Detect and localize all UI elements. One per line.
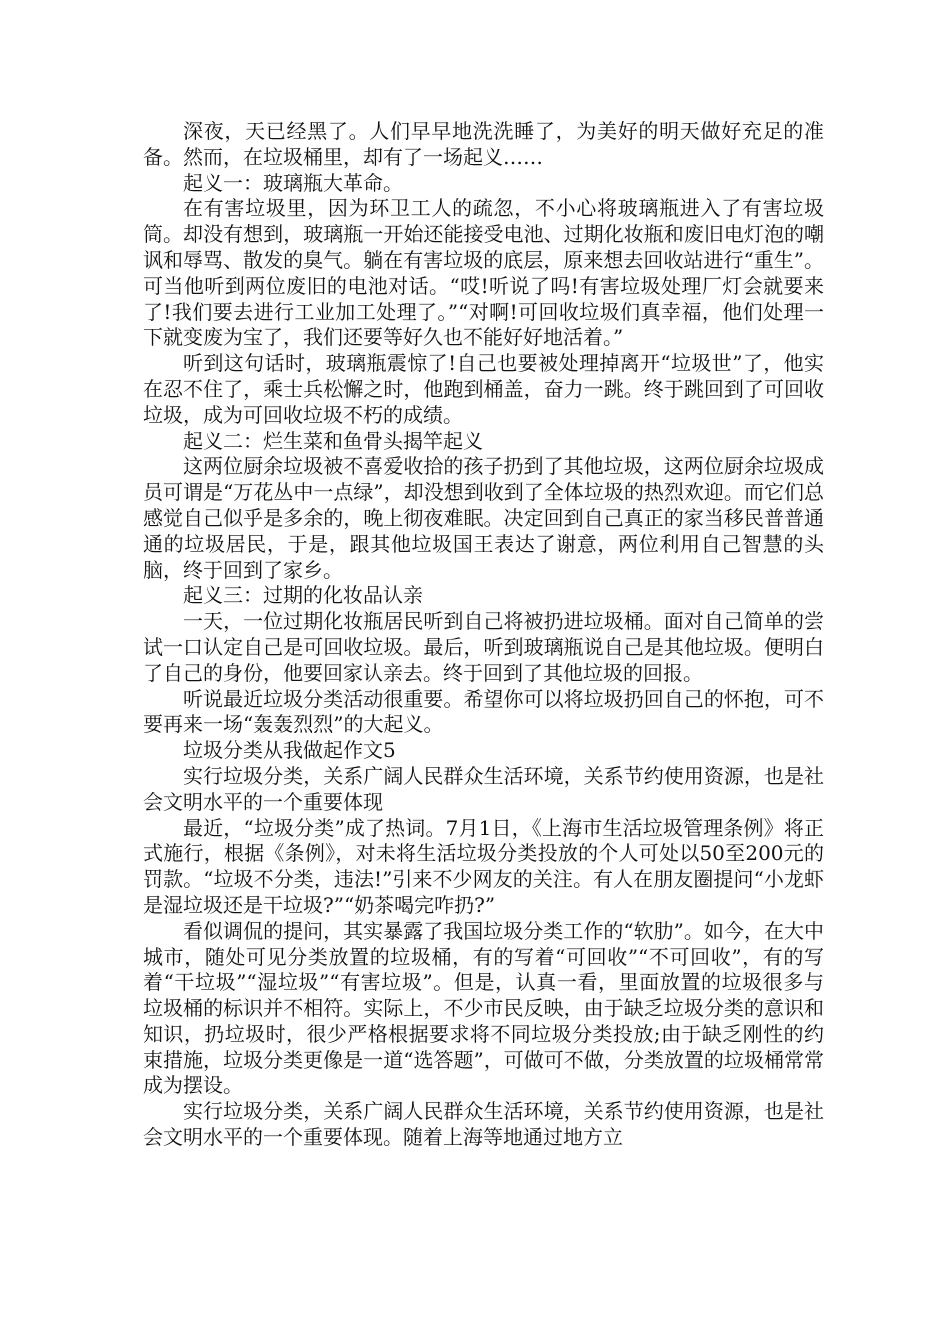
paragraph: 一天，一位过期化妆瓶居民听到自己将被扔进垃圾桶。面对自己简单的尝试一口认定自己是可回收垃圾。最后，听到玻璃瓶说自己是其他垃圾。便明白了自己的身份，他要回家认亲去。终于回到了其他垃圾的回报。 — [143, 609, 824, 685]
paragraph: 听说最近垃圾分类活动很重要。希望你可以将垃圾扔回自己的怀抱，可不要再来一场“轰轰烈烈”的大起义。 — [143, 686, 824, 737]
paragraph: 实行垃圾分类，关系广阔人民群众生活环境，关系节约使用资源，也是社会文明水平的一个重要体现 — [143, 763, 824, 814]
paragraph: 深夜，天已经黑了。人们早早地洗洗睡了，为美好的明天做好充足的准备。然而，在垃圾桶里，却有了一场起义…… — [143, 119, 824, 169]
section-heading: 起义三：过期的化妆品认亲 — [183, 583, 423, 608]
paragraph: 在有害垃圾里，因为环卫工人的疏忽，不小心将玻璃瓶进入了有害垃圾筒。却没有想到，玻璃瓶一开始还能接受电池、过期化妆瓶和废旧电灯泡的嘲讽和辱骂、散发的臭气。躺在有害垃圾的底层，原来想去回收站进行“重生”。可当他听到两位废旧的电池对话。“哎!听说了吗!有害垃圾处理厂灯会就要来了!我们要去进行工业加工处理了。”“对啊!可回收垃圾们真幸福，他们处理一下就变废为宝了，我们还要等好久也不能好好地活着。” — [143, 196, 824, 350]
section-heading: 起义二：烂生菜和鱼骨头揭竿起义 — [183, 428, 483, 453]
paragraph: 实行垃圾分类，关系广阔人民群众生活环境，关系节约使用资源，也是社会文明水平的一个重要体现。随着上海等地通过地方立 — [143, 1099, 824, 1150]
paragraph: 看似调侃的提问，其实暴露了我国垃圾分类工作的“软肋”。如今，在大中城市，随处可见分类放置的垃圾桶，有的写着“可回收”“不可回收”，有的写着“干垃圾”“湿垃圾”“有害垃圾”。但是，认真一看，里面放置的垃圾很多与垃圾桶的标识并不相符。实际上，不少市民反映，由于缺乏垃圾分类的意识和知识，扔垃圾时，很少严格根据要求将不同垃圾分类投放;由于缺乏刚性的约束措施，垃圾分类更像是一道“选答题”，可做可不做，分类放置的垃圾桶常常成为摆设。 — [143, 918, 824, 1098]
paragraph: 最近，“垃圾分类”成了热词。7月1日，《上海市生活垃圾管理条例》将正式施行，根据《条例》，对未将生活垃圾分类投放的个人可处以50至200元的罚款。“垃圾不分类，违法!”引来不少网友的关注。有人在朋友圈提问“小龙虾是湿垃圾还是干垃圾?”“奶茶喝完咋扔?” — [143, 815, 824, 917]
paragraph: 这两位厨余垃圾被不喜爱收拾的孩子扔到了其他垃圾，这两位厨余垃圾成员可谓是“万花丛中一点绿”，却没想到收到了全体垃圾的热烈欢迎。而它们总感觉自己似乎是多余的，晚上彻夜难眠。决定回到自己真正的家当移民普普通通的垃圾居民，于是，跟其他垃圾国王表达了谢意，两位利用自己智慧的头脑，终于回到了家乡。 — [143, 454, 824, 582]
section-heading: 起义一：玻璃瓶大革命。 — [183, 170, 403, 195]
essay-title: 垃圾分类从我做起作文5 — [183, 738, 396, 763]
paragraph: 听到这句话时，玻璃瓶震惊了!自己也要被处理掉离开“垃圾世”了，他实在忍不住了，乘士兵松懈之时，他跑到桶盖，奋力一跳。终于跳回到了可回收垃圾，成为可回收垃圾不朽的成绩。 — [143, 351, 824, 427]
document-body — [143, 119, 824, 1151]
